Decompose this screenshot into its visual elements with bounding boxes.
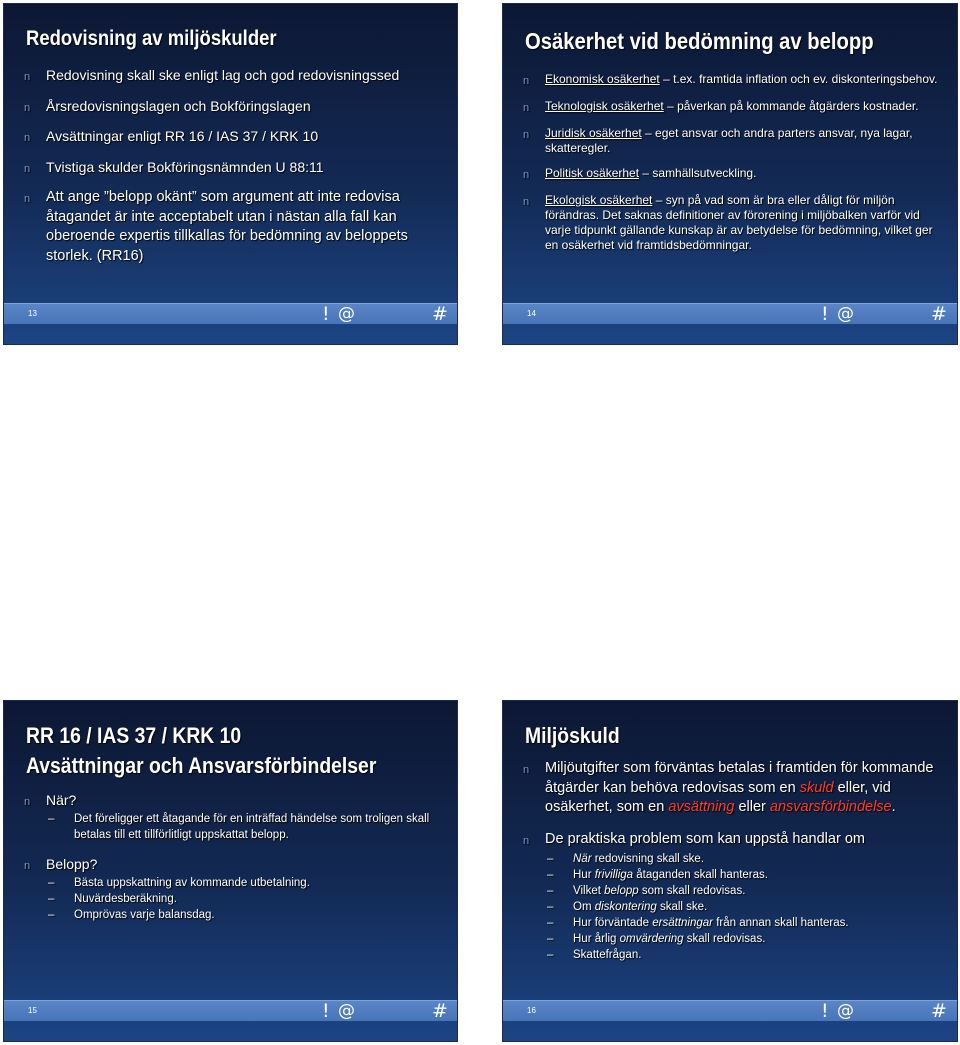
bullet-icon: n	[523, 764, 530, 776]
slide-body	[24, 66, 443, 266]
bullet-icon: n	[24, 162, 31, 175]
page-number: 16	[527, 1006, 536, 1015]
at-icon: @	[338, 304, 355, 324]
sub-item: – Omprövas varje balansdag.	[48, 909, 215, 921]
slide-footer	[503, 1000, 957, 1021]
list-item: n Att ange ”belopp okänt” som argument att inte redovisa åtagandet är inte acceptabelt utan i nästan alla fall kan oberoende expertis tillkallas för bedömning av beloppets storlek. (RR16)	[24, 189, 408, 264]
exclamation-icon: !	[821, 1000, 829, 1022]
at-icon: @	[837, 1001, 854, 1021]
list-item: n Ekonomisk osäkerhet – t.ex. framtida inflation och ev. diskonteringsbehov.	[523, 72, 938, 87]
slide-footer	[4, 1000, 457, 1021]
slide-16	[502, 700, 958, 1042]
at-icon: @	[338, 1001, 355, 1021]
bullet-icon: n	[24, 132, 31, 144]
hash-icon: #	[931, 1000, 947, 1022]
bullet-icon: n	[523, 129, 530, 141]
slide-body	[523, 72, 943, 253]
hash-icon: #	[432, 303, 448, 325]
bullet-icon: n	[24, 71, 31, 83]
hash-icon: #	[432, 1000, 448, 1022]
title-line: Avsättningar och Ansvarsförbindelser	[26, 753, 377, 778]
list-item: n Redovisning skall ske enligt lag och god redovisningssed	[24, 66, 443, 88]
bullet-icon: n	[523, 75, 530, 87]
page-number: 13	[28, 309, 37, 318]
sub-item: – Hur årlig omvärdering skall redovisas.	[547, 933, 766, 945]
slide-footer	[503, 303, 957, 324]
slide-title: Redovisning av miljöskulder	[26, 27, 277, 50]
term-ansvarsforbindelse: ansvarsförbindelse	[769, 799, 892, 815]
bullet-icon: n	[24, 193, 31, 205]
sub-item: – Skattefrågan.	[547, 949, 642, 961]
list-item: n Teknologisk osäkerhet – påverkan på kommande åtgärders kostnader.	[523, 99, 919, 114]
slide-title: Osäkerhet vid bedömning av belopp	[525, 28, 874, 54]
list-item: n Miljöutgifter som förväntas betalas i framtiden för kommande åtgärder kan behöva redovisas som en skuld eller, vid osäkerhet, som en avsättning eller ansvarsförbindelse.	[523, 760, 934, 815]
sub-item: – Det föreligger ett åtagande för en inträffad händelse som troligen skall betalas till ett tillförlitligt uppskattat belopp.	[48, 813, 430, 841]
bullet-icon: n	[24, 860, 31, 872]
slide-15	[3, 700, 458, 1042]
bullet-icon: n	[523, 102, 530, 114]
sub-item: – När redovisning skall ske.	[547, 853, 705, 865]
bullet-icon: n	[24, 796, 31, 808]
slide-title: Miljöskuld	[525, 723, 620, 748]
slide-13	[3, 3, 458, 345]
term-skuld: skuld	[799, 779, 834, 796]
sub-item: – Om diskontering skall ske.	[547, 901, 708, 913]
sub-item: – Hur förväntade ersättningar från annan skall hanteras.	[547, 917, 849, 929]
at-icon: @	[837, 304, 854, 324]
term-avsattning: avsättning	[668, 799, 735, 815]
list-item: n Juridisk osäkerhet – eget ansvar och andra parters ansvar, nya lagar, skatteregler.	[523, 126, 913, 155]
exclamation-icon: !	[322, 303, 330, 325]
slide-title	[26, 721, 396, 781]
list-item: n När?	[24, 791, 443, 811]
list-item: n Politisk osäkerhet – samhällsutveckling.	[523, 166, 757, 181]
exclamation-icon: !	[821, 303, 829, 325]
list-item: n Avsättningar enligt RR 16 / IAS 37 / KRK 10	[24, 127, 443, 149]
slide-body	[523, 759, 943, 963]
bullet-icon: n	[523, 196, 530, 208]
hash-icon: #	[931, 303, 947, 325]
page-number: 14	[527, 309, 536, 318]
page-number: 15	[28, 1006, 37, 1015]
bullet-icon: n	[523, 834, 530, 847]
exclamation-icon: !	[322, 1000, 330, 1022]
sub-item: – Vilket belopp som skall redovisas.	[547, 885, 746, 897]
sub-item: – Bästa uppskattning av kommande utbetalning.	[48, 877, 310, 889]
list-item: n Belopp?	[24, 855, 443, 875]
bullet-icon: n	[523, 169, 530, 181]
slide-footer	[4, 303, 457, 324]
list-item: n Årsredovisningslagen och Bokföringslagen	[24, 97, 443, 119]
slide-body	[24, 791, 443, 923]
sub-item: – Nuvärdesberäkning.	[48, 893, 177, 905]
bullet-icon: n	[24, 101, 31, 114]
list-item: n De praktiska problem som kan uppstå handlar om	[523, 830, 943, 852]
sub-item: – Hur frivilliga åtaganden skall hanteras.	[547, 869, 768, 881]
title-line: RR 16 / IAS 37 / KRK 10	[26, 723, 242, 748]
slide-14	[502, 3, 958, 345]
list-item: n Ekologisk osäkerhet – syn på vad som är bra eller dåligt för miljön förändras. Det saknas definitioner av förorening i miljöbalken varför vid varje tidpunkt gällande kunskap är av betydelse för bedömning, vilket ger en osäkerhet vid framtidsbedömningar.	[523, 193, 933, 252]
list-item: n Tvistiga skulder Bokföringsnämnden U 88:11	[24, 158, 443, 180]
